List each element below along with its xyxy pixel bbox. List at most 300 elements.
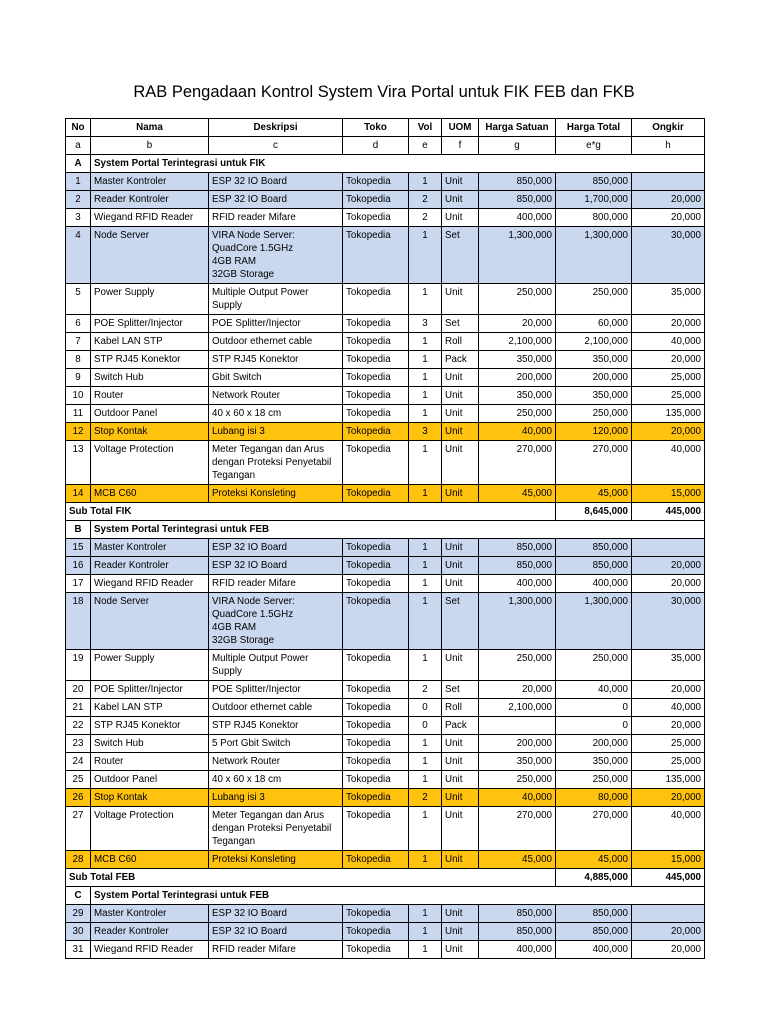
cell-nama: POE Splitter/Injector (91, 681, 209, 699)
cell-harga-total: 350,000 (556, 387, 632, 405)
cell-uom: Unit (442, 405, 479, 423)
budget-table (65, 118, 705, 959)
cell-vol: 1 (409, 905, 442, 923)
cell-deskripsi: Lubang isi 3 (209, 423, 343, 441)
cell-toko: Tokopedia (343, 681, 409, 699)
cell-no: 26 (66, 789, 91, 807)
cell-nama: Voltage Protection (91, 441, 209, 485)
cell-nama: Reader Kontroler (91, 923, 209, 941)
cell-harga-total: 350,000 (556, 351, 632, 369)
cell-ongkir: 20,000 (632, 575, 705, 593)
cell-vol: 1 (409, 227, 442, 284)
cell-vol: 1 (409, 557, 442, 575)
cell-vol: 1 (409, 485, 442, 503)
subtotal-ongkir: 445,000 (632, 869, 705, 887)
cell-no: 4 (66, 227, 91, 284)
cell-harga-total: 0 (556, 717, 632, 735)
table-row (66, 789, 705, 807)
table-row (66, 851, 705, 869)
cell-ongkir: 15,000 (632, 485, 705, 503)
cell-nama: Master Kontroler (91, 539, 209, 557)
cell-no: 31 (66, 941, 91, 959)
cell-harga-satuan: 400,000 (479, 209, 556, 227)
cell-harga-satuan: 350,000 (479, 387, 556, 405)
cell-toko: Tokopedia (343, 851, 409, 869)
cell-nama: Router (91, 387, 209, 405)
cell-toko: Tokopedia (343, 423, 409, 441)
cell-vol: 1 (409, 753, 442, 771)
cell-harga-total: 1,300,000 (556, 593, 632, 650)
cell-vol: 1 (409, 771, 442, 789)
cell-harga-satuan: 250,000 (479, 650, 556, 681)
section-code: B (66, 521, 91, 539)
cell-vol: 0 (409, 699, 442, 717)
cell-uom: Unit (442, 905, 479, 923)
cell-harga-satuan: 20,000 (479, 315, 556, 333)
cell-harga-total: 45,000 (556, 485, 632, 503)
cell-uom: Unit (442, 369, 479, 387)
subtotal-row (66, 869, 705, 887)
cell-uom: Set (442, 227, 479, 284)
cell-vol: 1 (409, 173, 442, 191)
cell-harga-satuan: 40,000 (479, 423, 556, 441)
cell-deskripsi: 40 x 60 x 18 cm (209, 771, 343, 789)
cell-ongkir: 35,000 (632, 650, 705, 681)
cell-vol: 1 (409, 941, 442, 959)
cell-ongkir: 20,000 (632, 941, 705, 959)
cell-uom: Set (442, 593, 479, 650)
cell-toko: Tokopedia (343, 557, 409, 575)
cell-no: 1 (66, 173, 91, 191)
cell-nama: STP RJ45 Konektor (91, 717, 209, 735)
cell-harga-satuan: 850,000 (479, 557, 556, 575)
cell-uom: Set (442, 681, 479, 699)
cell-toko: Tokopedia (343, 575, 409, 593)
cell-deskripsi: Network Router (209, 753, 343, 771)
cell-harga-satuan: 200,000 (479, 735, 556, 753)
cell-deskripsi: ESP 32 IO Board (209, 557, 343, 575)
cell-toko: Tokopedia (343, 315, 409, 333)
cell-deskripsi: Meter Tegangan dan Arus dengan Proteksi Penyetabil Tegangan (209, 441, 343, 485)
code-e: e (409, 137, 442, 155)
cell-deskripsi: 5 Port Gbit Switch (209, 735, 343, 753)
cell-vol: 1 (409, 333, 442, 351)
table-row (66, 557, 705, 575)
cell-deskripsi: Multiple Output Power Supply (209, 650, 343, 681)
cell-deskripsi: Meter Tegangan dan Arus dengan Proteksi Penyetabil Tegangan (209, 807, 343, 851)
cell-nama: STP RJ45 Konektor (91, 351, 209, 369)
cell-toko: Tokopedia (343, 369, 409, 387)
cell-toko: Tokopedia (343, 753, 409, 771)
cell-toko: Tokopedia (343, 807, 409, 851)
cell-harga-total: 270,000 (556, 441, 632, 485)
cell-toko: Tokopedia (343, 284, 409, 315)
table-row (66, 753, 705, 771)
cell-nama: Master Kontroler (91, 173, 209, 191)
cell-deskripsi: 40 x 60 x 18 cm (209, 405, 343, 423)
cell-uom: Unit (442, 441, 479, 485)
cell-harga-total: 200,000 (556, 735, 632, 753)
code-c: c (209, 137, 343, 155)
cell-no: 24 (66, 753, 91, 771)
cell-nama: Voltage Protection (91, 807, 209, 851)
cell-nama: Switch Hub (91, 369, 209, 387)
cell-harga-total: 850,000 (556, 173, 632, 191)
subtotal-ongkir: 445,000 (632, 503, 705, 521)
cell-toko: Tokopedia (343, 173, 409, 191)
cell-toko: Tokopedia (343, 650, 409, 681)
cell-harga-satuan: 20,000 (479, 681, 556, 699)
cell-toko: Tokopedia (343, 699, 409, 717)
cell-nama: Reader Kontroler (91, 191, 209, 209)
cell-harga-total: 400,000 (556, 941, 632, 959)
cell-nama: Kabel LAN STP (91, 699, 209, 717)
header-harga-total: Harga Total (556, 119, 632, 137)
cell-vol: 2 (409, 191, 442, 209)
code-h: h (632, 137, 705, 155)
cell-harga-total: 800,000 (556, 209, 632, 227)
cell-uom: Unit (442, 807, 479, 851)
cell-uom: Roll (442, 699, 479, 717)
code-g: g (479, 137, 556, 155)
table-row (66, 771, 705, 789)
table-row (66, 650, 705, 681)
cell-ongkir: 20,000 (632, 315, 705, 333)
cell-nama: Node Server (91, 593, 209, 650)
cell-harga-total: 400,000 (556, 575, 632, 593)
cell-no: 30 (66, 923, 91, 941)
cell-ongkir: 40,000 (632, 807, 705, 851)
cell-toko: Tokopedia (343, 789, 409, 807)
cell-nama: Router (91, 753, 209, 771)
subtotal-total: 8,645,000 (556, 503, 632, 521)
cell-toko: Tokopedia (343, 485, 409, 503)
table-row (66, 333, 705, 351)
subtotal-label: Sub Total FEB (66, 869, 556, 887)
cell-uom: Unit (442, 173, 479, 191)
cell-no: 22 (66, 717, 91, 735)
cell-ongkir: 30,000 (632, 227, 705, 284)
subtotal-label: Sub Total FIK (66, 503, 556, 521)
cell-vol: 2 (409, 681, 442, 699)
cell-harga-total: 850,000 (556, 557, 632, 575)
code-eg: e*g (556, 137, 632, 155)
section-code: C (66, 887, 91, 905)
cell-deskripsi: POE Splitter/Injector (209, 681, 343, 699)
cell-harga-satuan: 2,100,000 (479, 699, 556, 717)
cell-uom: Unit (442, 209, 479, 227)
header-uom: UOM (442, 119, 479, 137)
cell-no: 18 (66, 593, 91, 650)
table-row (66, 807, 705, 851)
table-row (66, 735, 705, 753)
cell-harga-total: 250,000 (556, 771, 632, 789)
cell-uom: Unit (442, 753, 479, 771)
cell-harga-total: 250,000 (556, 650, 632, 681)
cell-harga-satuan: 400,000 (479, 941, 556, 959)
cell-vol: 1 (409, 575, 442, 593)
cell-toko: Tokopedia (343, 923, 409, 941)
cell-harga-satuan: 270,000 (479, 807, 556, 851)
cell-toko: Tokopedia (343, 593, 409, 650)
cell-deskripsi: RFID reader Mifare (209, 209, 343, 227)
cell-ongkir: 135,000 (632, 771, 705, 789)
cell-ongkir: 20,000 (632, 717, 705, 735)
cell-no: 21 (66, 699, 91, 717)
header-nama: Nama (91, 119, 209, 137)
cell-no: 28 (66, 851, 91, 869)
cell-no: 9 (66, 369, 91, 387)
table-row (66, 575, 705, 593)
cell-toko: Tokopedia (343, 209, 409, 227)
table-row (66, 315, 705, 333)
cell-ongkir: 20,000 (632, 351, 705, 369)
table-row (66, 173, 705, 191)
cell-vol: 1 (409, 735, 442, 753)
cell-uom: Pack (442, 351, 479, 369)
cell-nama: MCB C60 (91, 851, 209, 869)
table-row (66, 227, 705, 284)
cell-deskripsi: ESP 32 IO Board (209, 173, 343, 191)
table-row (66, 441, 705, 485)
cell-nama: Master Kontroler (91, 905, 209, 923)
cell-harga-total: 60,000 (556, 315, 632, 333)
cell-harga-satuan: 200,000 (479, 369, 556, 387)
header-ongkir: Ongkir (632, 119, 705, 137)
cell-uom: Unit (442, 557, 479, 575)
cell-harga-total: 850,000 (556, 923, 632, 941)
subtotal-total: 4,885,000 (556, 869, 632, 887)
cell-nama: POE Splitter/Injector (91, 315, 209, 333)
section-row (66, 521, 705, 539)
cell-ongkir: 40,000 (632, 333, 705, 351)
cell-no: 29 (66, 905, 91, 923)
cell-toko: Tokopedia (343, 351, 409, 369)
header-row (66, 119, 705, 137)
cell-vol: 1 (409, 441, 442, 485)
cell-nama: Wiegand RFID Reader (91, 575, 209, 593)
header-deskripsi: Deskripsi (209, 119, 343, 137)
cell-harga-total: 350,000 (556, 753, 632, 771)
cell-deskripsi: Outdoor ethernet cable (209, 699, 343, 717)
cell-ongkir: 20,000 (632, 681, 705, 699)
cell-toko: Tokopedia (343, 717, 409, 735)
cell-nama: MCB C60 (91, 485, 209, 503)
cell-uom: Set (442, 315, 479, 333)
section-row (66, 155, 705, 173)
cell-toko: Tokopedia (343, 539, 409, 557)
cell-uom: Unit (442, 387, 479, 405)
cell-vol: 0 (409, 717, 442, 735)
cell-nama: Power Supply (91, 650, 209, 681)
cell-ongkir: 25,000 (632, 753, 705, 771)
table-row (66, 905, 705, 923)
table-row (66, 387, 705, 405)
cell-no: 27 (66, 807, 91, 851)
cell-uom: Roll (442, 333, 479, 351)
cell-ongkir (632, 905, 705, 923)
cell-harga-total: 250,000 (556, 284, 632, 315)
cell-no: 17 (66, 575, 91, 593)
cell-harga-total: 270,000 (556, 807, 632, 851)
cell-harga-total: 250,000 (556, 405, 632, 423)
table-row (66, 369, 705, 387)
cell-uom: Unit (442, 539, 479, 557)
cell-toko: Tokopedia (343, 227, 409, 284)
cell-harga-total: 850,000 (556, 539, 632, 557)
cell-deskripsi: ESP 32 IO Board (209, 191, 343, 209)
cell-nama: Outdoor Panel (91, 405, 209, 423)
cell-no: 25 (66, 771, 91, 789)
page-title: RAB Pengadaan Kontrol System Vira Portal untuk FIK FEB dan FKB (133, 83, 635, 101)
cell-vol: 2 (409, 209, 442, 227)
cell-toko: Tokopedia (343, 387, 409, 405)
table-row (66, 923, 705, 941)
table-row (66, 209, 705, 227)
cell-nama: Stop Kontak (91, 789, 209, 807)
cell-uom: Unit (442, 284, 479, 315)
cell-nama: Kabel LAN STP (91, 333, 209, 351)
cell-deskripsi: ESP 32 IO Board (209, 923, 343, 941)
table-row (66, 485, 705, 503)
table-row (66, 699, 705, 717)
cell-harga-total: 0 (556, 699, 632, 717)
cell-harga-satuan: 40,000 (479, 789, 556, 807)
cell-no: 5 (66, 284, 91, 315)
cell-uom: Unit (442, 485, 479, 503)
cell-harga-satuan: 850,000 (479, 539, 556, 557)
cell-uom: Unit (442, 191, 479, 209)
cell-no: 14 (66, 485, 91, 503)
cell-harga-satuan (479, 717, 556, 735)
code-d: d (343, 137, 409, 155)
cell-harga-satuan: 850,000 (479, 923, 556, 941)
cell-harga-satuan: 250,000 (479, 405, 556, 423)
cell-vol: 1 (409, 351, 442, 369)
cell-harga-satuan: 270,000 (479, 441, 556, 485)
cell-deskripsi: VIRA Node Server: QuadCore 1.5GHz 4GB RAM 32GB Storage (209, 227, 343, 284)
cell-ongkir: 25,000 (632, 735, 705, 753)
cell-toko: Tokopedia (343, 441, 409, 485)
code-a: a (66, 137, 91, 155)
header-toko: Toko (343, 119, 409, 137)
cell-no: 7 (66, 333, 91, 351)
cell-deskripsi: STP RJ45 Konektor (209, 717, 343, 735)
cell-uom: Unit (442, 423, 479, 441)
cell-deskripsi: Proteksi Konsleting (209, 485, 343, 503)
cell-ongkir: 20,000 (632, 789, 705, 807)
cell-ongkir: 20,000 (632, 191, 705, 209)
cell-deskripsi: Network Router (209, 387, 343, 405)
cell-harga-satuan: 350,000 (479, 753, 556, 771)
cell-ongkir: 35,000 (632, 284, 705, 315)
cell-no: 2 (66, 191, 91, 209)
cell-deskripsi: Outdoor ethernet cable (209, 333, 343, 351)
section-row (66, 887, 705, 905)
cell-harga-satuan: 400,000 (479, 575, 556, 593)
cell-uom: Unit (442, 771, 479, 789)
cell-deskripsi: Gbit Switch (209, 369, 343, 387)
cell-deskripsi: VIRA Node Server: QuadCore 1.5GHz 4GB RAM 32GB Storage (209, 593, 343, 650)
cell-nama: Outdoor Panel (91, 771, 209, 789)
cell-harga-total: 80,000 (556, 789, 632, 807)
cell-ongkir: 20,000 (632, 423, 705, 441)
cell-deskripsi: ESP 32 IO Board (209, 539, 343, 557)
cell-harga-total: 1,700,000 (556, 191, 632, 209)
table-row (66, 539, 705, 557)
cell-no: 11 (66, 405, 91, 423)
cell-harga-total: 120,000 (556, 423, 632, 441)
cell-harga-satuan: 850,000 (479, 905, 556, 923)
cell-vol: 2 (409, 789, 442, 807)
cell-deskripsi: ESP 32 IO Board (209, 905, 343, 923)
header-vol: Vol (409, 119, 442, 137)
section-label: System Portal Terintegrasi untuk FEB (91, 521, 705, 539)
cell-nama: Switch Hub (91, 735, 209, 753)
table-row (66, 681, 705, 699)
cell-harga-satuan: 850,000 (479, 191, 556, 209)
cell-uom: Unit (442, 923, 479, 941)
cell-nama: Node Server (91, 227, 209, 284)
table-row (66, 351, 705, 369)
cell-toko: Tokopedia (343, 941, 409, 959)
cell-harga-satuan: 45,000 (479, 851, 556, 869)
cell-deskripsi: Multiple Output Power Supply (209, 284, 343, 315)
cell-ongkir: 25,000 (632, 387, 705, 405)
cell-nama: Stop Kontak (91, 423, 209, 441)
cell-vol: 1 (409, 369, 442, 387)
cell-vol: 1 (409, 650, 442, 681)
table-row (66, 941, 705, 959)
cell-nama: Wiegand RFID Reader (91, 209, 209, 227)
cell-deskripsi: RFID reader Mifare (209, 575, 343, 593)
cell-no: 8 (66, 351, 91, 369)
cell-harga-total: 45,000 (556, 851, 632, 869)
cell-uom: Unit (442, 851, 479, 869)
cell-ongkir: 30,000 (632, 593, 705, 650)
cell-vol: 1 (409, 387, 442, 405)
cell-harga-satuan: 1,300,000 (479, 593, 556, 650)
cell-no: 13 (66, 441, 91, 485)
section-code: A (66, 155, 91, 173)
cell-no: 23 (66, 735, 91, 753)
cell-no: 3 (66, 209, 91, 227)
cell-ongkir: 15,000 (632, 851, 705, 869)
section-label: System Portal Terintegrasi untuk FIK (91, 155, 705, 173)
cell-harga-total: 2,100,000 (556, 333, 632, 351)
cell-harga-total: 1,300,000 (556, 227, 632, 284)
cell-vol: 1 (409, 593, 442, 650)
cell-vol: 1 (409, 851, 442, 869)
cell-ongkir: 40,000 (632, 441, 705, 485)
cell-ongkir: 20,000 (632, 209, 705, 227)
cell-harga-total: 40,000 (556, 681, 632, 699)
cell-vol: 3 (409, 315, 442, 333)
column-code-row (66, 137, 705, 155)
cell-no: 20 (66, 681, 91, 699)
cell-toko: Tokopedia (343, 905, 409, 923)
cell-uom: Unit (442, 941, 479, 959)
cell-uom: Unit (442, 789, 479, 807)
cell-vol: 1 (409, 284, 442, 315)
cell-ongkir: 20,000 (632, 923, 705, 941)
cell-no: 16 (66, 557, 91, 575)
cell-no: 6 (66, 315, 91, 333)
cell-no: 15 (66, 539, 91, 557)
cell-deskripsi: RFID reader Mifare (209, 941, 343, 959)
cell-nama: Reader Kontroler (91, 557, 209, 575)
table-row (66, 284, 705, 315)
